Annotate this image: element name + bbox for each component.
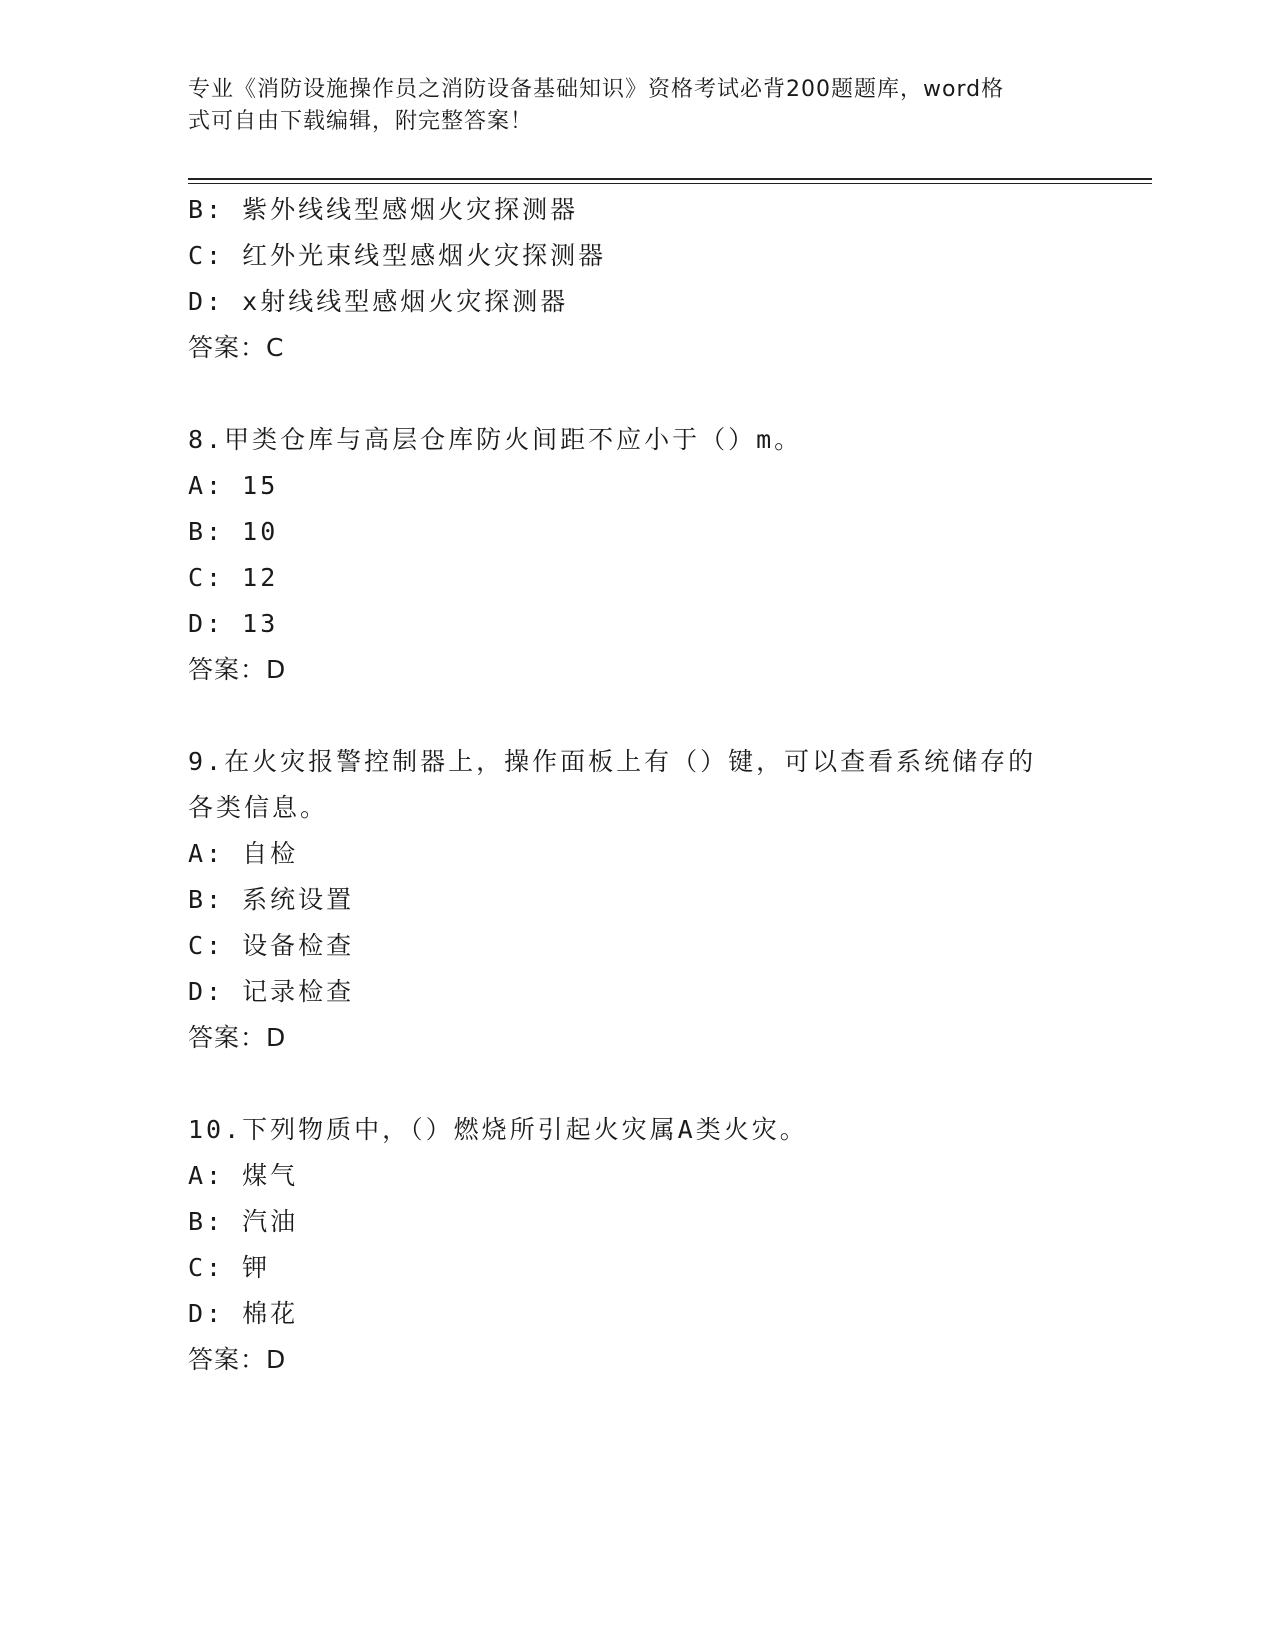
question-title: 8.甲类仓库与高层仓库防火间距不应小于（）m。 [188, 425, 803, 454]
option-b: B: 10 [188, 517, 279, 546]
header-line-1: 专业《消防设施操作员之消防设备基础知识》资格考试必背200题题库，word格 [188, 77, 1005, 102]
option-d: D: x射线线型感烟火灾探测器 [188, 287, 569, 316]
option-b: B: 汽油 [188, 1207, 299, 1236]
question-10 [188, 1107, 1088, 1383]
question-8 [188, 417, 1088, 693]
option-c: C: 红外光束线型感烟火灾探测器 [188, 241, 607, 270]
option-c: C: 钾 [188, 1253, 271, 1282]
option-c: C: 设备检查 [188, 931, 355, 960]
option-d: D: 13 [188, 609, 279, 638]
option-a: A: 15 [188, 471, 279, 500]
option-b: B: 紫外线线型感烟火灾探测器 [188, 195, 579, 224]
question-list [188, 187, 1088, 1383]
header-rule-thin [188, 183, 1152, 184]
question-9 [188, 739, 1088, 1061]
header-line-2: 式可自由下载编辑，附完整答案！ [188, 109, 534, 134]
answer: 答案：D [188, 655, 287, 684]
option-a: A: 自检 [188, 839, 299, 868]
option-c: C: 12 [188, 563, 279, 592]
answer: 答案：D [188, 1023, 287, 1052]
question-title-line-1: 9.在火灾报警控制器上，操作面板上有（）键，可以查看系统储存的 [188, 747, 1037, 776]
answer: 答案：D [188, 1345, 287, 1374]
option-d: D: 棉花 [188, 1299, 299, 1328]
question-title-line-2: 各类信息。 [188, 793, 329, 822]
question-7-tail [188, 187, 1088, 371]
question-title: 10.下列物质中，（）燃烧所引起火灾属A类火灾。 [188, 1115, 808, 1144]
header-rule-thick [188, 178, 1152, 180]
answer: 答案：C [188, 333, 285, 362]
option-a: A: 煤气 [188, 1161, 299, 1190]
option-b: B: 系统设置 [188, 885, 355, 914]
document-header [188, 74, 1068, 138]
option-d: D: 记录检查 [188, 977, 355, 1006]
